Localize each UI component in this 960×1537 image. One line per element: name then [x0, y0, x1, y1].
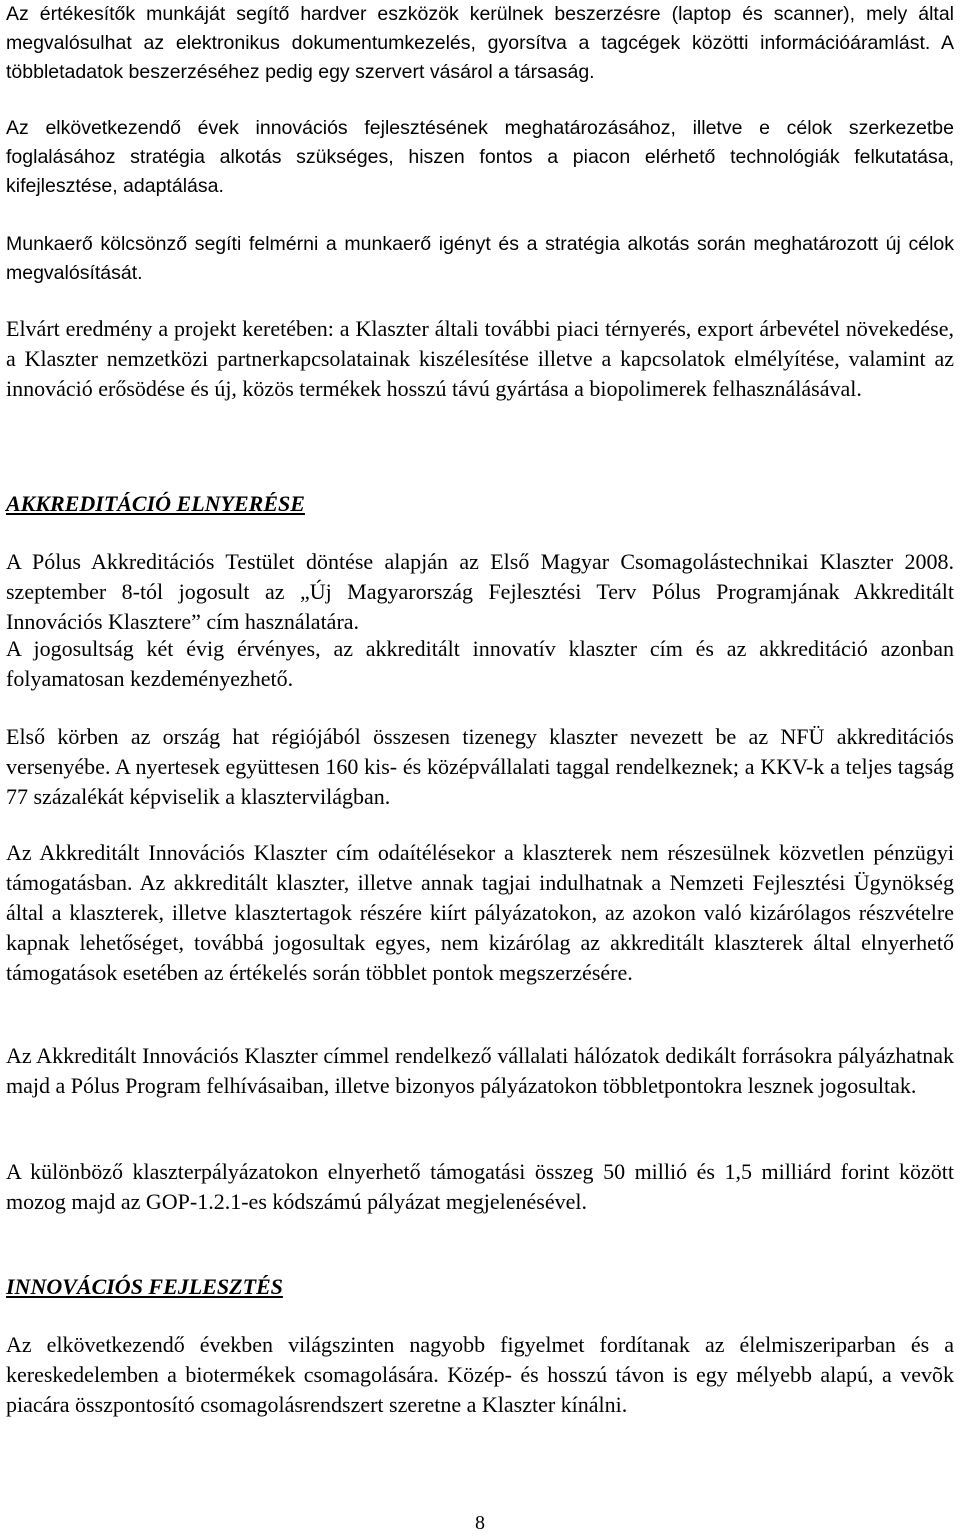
paragraph-future-packaging: Az elkövetkezendő években világszinten nagyobb figyelmet fordítanak az élelmiszeriparban és a kereskedelemben a biotermékek csomagolására. Közép- és hosszú távon is egy mélyebb alapú, a vevõk piacára összpontosító csomagolásrendszert szeretne a Klaszter kínálni. [6, 1332, 954, 1417]
paragraph-hardware: Az értékesítők munkáját segítő hardver eszközök kerülnek beszerzésre (laptop és scanner), mely által megvalósulhat az elektronikus dokumentumkezelés, gyorsítva a tagcégek közötti információáramlást. A többletadatok beszerzéséhez pedig egy szervert vásárol a társaság. [6, 3, 954, 83]
heading-accreditation: AKKREDITÁCIÓ ELNYERÉSE [6, 491, 305, 516]
paragraph-dedicated-sources: Az Akkreditált Innovációs Klaszter címmel rendelkező vállalati hálózatok dedikált forrásokra pályázhatnak majd a Pólus Program felhívásaiban, illetve bizonyos pályázatokon többletpontokra lesznek jogosultak. [6, 1043, 954, 1098]
paragraph-expected-result: Elvárt eredmény a projekt keretében: a Klaszter általi további piaci térnyerés, export árbevétel növekedése, a Klaszter nemzetközi partnerkapcsolatainak kiszélesítése illetve a kapcsolatok elmélyítése, valamint az innováció erősödése és új, közös termékek hosszú távú gyártása a biopolimerek felhasználásával. [6, 316, 954, 401]
paragraph-polus-decision: A Pólus Akkreditációs Testület döntése alapján az Első Magyar Csomagolástechnikai Klaszter 2008. szeptember 8-tól jogosult az „Új Magyarország Fejlesztési Terv Pólus Programjának Akkreditált Innovációs Klasztere” cím használatára. [6, 549, 954, 634]
paragraph-first-round: Első körben az ország hat régiójából összesen tizenegy klaszter nevezett be az NFÜ akkreditációs versenyébe. A nyertesek együttesen 160 kis- és középvállalati taggal rendelkeznek; a KKV-k a teljes tagság 77 százalékát képviselik a klasztervilágban. [6, 724, 954, 809]
paragraph-support-amount: A különböző klaszterpályázatokon elnyerhető támogatási összeg 50 millió és 1,5 milliárd forint között mozog majd az GOP-1.2.1-es kódszámú pályázat megjelenésével. [6, 1159, 954, 1214]
paragraph-workforce: Munkaerő kölcsönző segíti felmérni a munkaerő igényt és a stratégia alkotás során meghatározott új célok megvalósítását. [6, 233, 954, 284]
paragraph-strategy: Az elkövetkezendő évek innovációs fejlesztésének meghatározásához, illetve e célok szerkezetbe foglalásához stratégia alkotás szükséges, hiszen fontos a piacon elérhető technológiák felkutatása, kifejlesztése, adaptálása. [6, 117, 954, 197]
paragraph-validity: A jogosultság két évig érvényes, az akkreditált innovatív klaszter cím és az akkreditáció azonban folyamatosan kezdeményezhető. [6, 636, 954, 691]
paragraph-no-funding: Az Akkreditált Innovációs Klaszter cím odaítélésekor a klaszterek nem részesülnek közvetlen pénzügyi támogatásban. Az akkreditált klaszter, illetve annak tagjai indulhatnak a Nemzeti Fejlesztési Ügynökség által a klaszterek, illetve klasztertagok részére kiírt pályázatokon, az azokon való kizárólagos részvételre kapnak lehetőséget, továbbá jogosultak egyes, nem kizárólag az akkreditált klaszterek által elnyerhető támogatások esetében az értékelés során többlet pontok megszerzésére. [6, 840, 954, 985]
page-number: 8 [475, 1512, 485, 1534]
heading-innovation: INNOVÁCIÓS FEJLESZTÉS [6, 1274, 283, 1299]
